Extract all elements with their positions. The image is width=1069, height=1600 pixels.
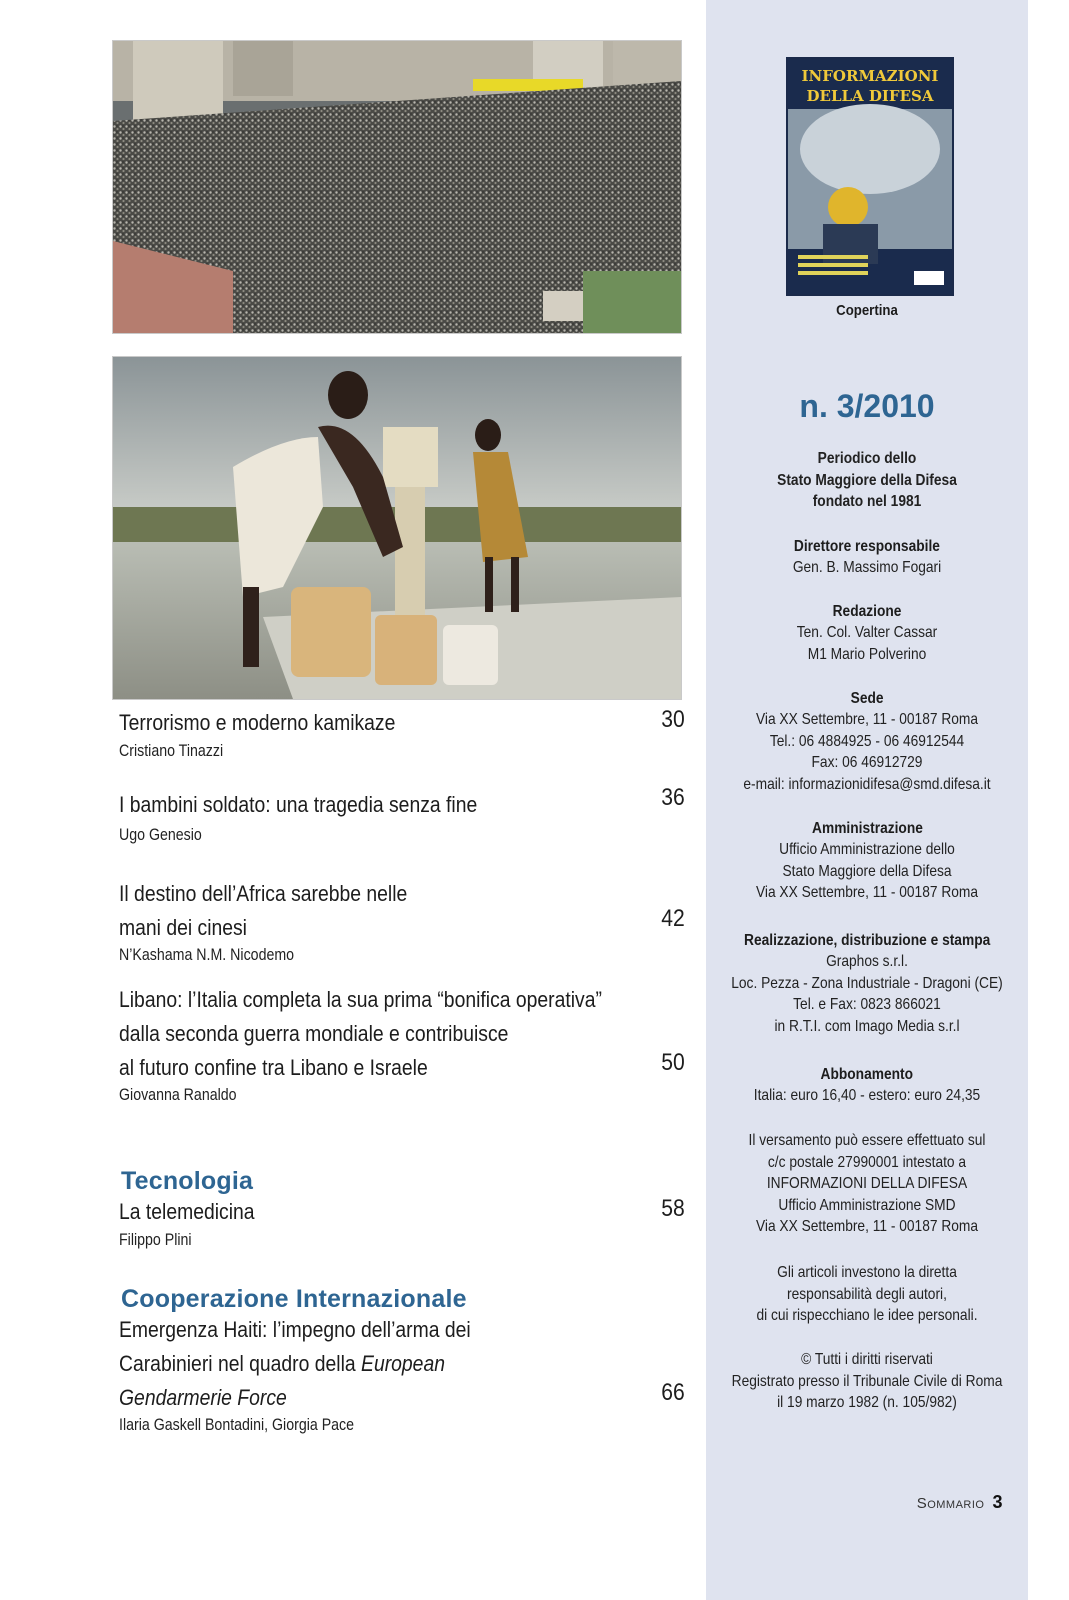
crowd-photo (112, 40, 682, 334)
block-line: Via XX Settembre, 11 - 00187 Roma (755, 884, 979, 901)
toc-title (119, 1347, 601, 1381)
masthead-block (706, 930, 1028, 1037)
masthead-block (706, 1130, 1028, 1238)
toc-page-number: 30 (661, 706, 685, 733)
publication-line: Periodico dello (817, 450, 917, 467)
block-line: responsabilità degli autori, (787, 1285, 947, 1303)
cover-title-line1: INFORMAZIONI (801, 67, 939, 85)
block-heading: Abbonamento (820, 1066, 914, 1083)
toc-entry[interactable] (119, 706, 685, 762)
toc-page-number: 58 (661, 1195, 685, 1222)
toc-title (119, 1381, 601, 1415)
toc-entry[interactable] (119, 1313, 685, 1436)
toc-author: Ugo Genesio (119, 826, 202, 844)
block-line: Il versamento può essere effettuato sul (748, 1132, 986, 1149)
toc-page-number: 36 (661, 784, 685, 811)
block-heading: Direttore responsabile (793, 538, 941, 555)
toc-title-part: Carabinieri nel quadro della (119, 1351, 356, 1376)
block-line: Tel. e Fax: 0823 866021 (793, 996, 941, 1013)
masthead-block (706, 1064, 1028, 1107)
toc-title: Il destino dell’Africa sarebbe nelle (119, 881, 408, 906)
block-line: INFORMAZIONI DELLA DIFESA (766, 1175, 968, 1192)
block-line: Via XX Settembre, 11 - 00187 Roma (755, 1218, 979, 1235)
block-heading: Sede (850, 690, 884, 707)
toc-entry[interactable] (119, 1195, 685, 1251)
toc-title-italic: European (361, 1351, 445, 1376)
block-line: il 19 marzo 1982 (n. 105/982) (777, 1394, 957, 1411)
masthead-block (706, 448, 1028, 513)
block-heading: Amministrazione (811, 820, 923, 837)
toc-title: dalla seconda guerra mondiale e contribuisce (119, 1021, 509, 1046)
block-line: Ufficio Amministrazione SMD (778, 1196, 956, 1214)
block-line: © Tutti i diritti riservati (801, 1351, 933, 1368)
block-line: Italia: euro 16,40 - estero: euro 24,35 (753, 1087, 981, 1104)
masthead-block (706, 1349, 1028, 1414)
toc-author: Ilaria Gaskell Bontadini, Giorgia Pace (119, 1416, 355, 1434)
block-line: Loc. Pezza - Zona Industriale - Dragoni (CE) (731, 974, 1003, 992)
masthead-block (706, 688, 1028, 795)
email-link[interactable]: e-mail: informazionidifesa@smd.difesa.it (743, 775, 991, 793)
toc-page-number: 50 (661, 1049, 685, 1076)
block-line: Fax: 06 46912729 (811, 754, 923, 771)
toc-entry[interactable] (119, 983, 685, 1106)
children-water-pump-photo (112, 356, 682, 700)
block-line: Ten. Col. Valter Cassar (796, 624, 938, 641)
block-line: Gen. B. Massimo Fogari (792, 559, 942, 576)
masthead-block (706, 818, 1028, 904)
toc-title: mani dei cinesi (119, 915, 247, 940)
toc-author: Cristiano Tinazzi (119, 742, 224, 760)
toc-title: La telemedicina (119, 1199, 255, 1224)
masthead-block (706, 601, 1028, 665)
masthead-block (706, 536, 1028, 579)
block-line: in R.T.I. com Imago Media s.r.l (774, 1017, 960, 1035)
toc-title: Emergenza Haiti: l’impegno dell’arma dei (119, 1317, 471, 1342)
toc-page-number: 66 (661, 1379, 685, 1406)
magazine-cover-image (786, 57, 954, 296)
toc-page-number: 42 (661, 905, 685, 932)
block-heading: Realizzazione, distribuzione e stampa (743, 932, 991, 949)
publication-line: Stato Maggiore della Difesa (777, 471, 957, 489)
toc-entry[interactable] (119, 877, 685, 966)
toc-title: al futuro confine tra Libano e Israele (119, 1055, 428, 1080)
toc-author: N’Kashama N.M. Nicodemo (119, 946, 295, 964)
masthead-block (706, 1262, 1028, 1327)
issue-number: n. 3/2010 (799, 388, 935, 424)
toc-title: Libano: l’Italia completa la sua prima “bonifica operativa” (119, 987, 602, 1012)
footer-page-number: 3 (992, 1492, 1003, 1512)
block-line: Gli articoli investono la diretta (777, 1264, 957, 1281)
block-line: c/c postale 27990001 intestato a (767, 1153, 967, 1171)
toc-author: Filippo Plini (119, 1231, 192, 1249)
cover-title-line2: DELLA DIFESA (806, 87, 934, 105)
block-line: Stato Maggiore della Difesa (782, 862, 952, 880)
block-line: Ufficio Amministrazione dello (779, 841, 955, 858)
section-heading-tecnologia: Tecnologia (121, 1167, 254, 1195)
publication-line: fondato nel 1981 (812, 493, 922, 510)
section-heading-cooperazione: Cooperazione Internazionale (121, 1285, 467, 1313)
block-heading: Redazione (832, 603, 902, 620)
toc-title: I bambini soldato: una tragedia senza fine (119, 792, 478, 817)
toc-entry[interactable] (119, 784, 685, 846)
toc-author: Giovanna Ranaldo (119, 1086, 237, 1104)
block-line: Registrato presso il Tribunale Civile di Roma (731, 1372, 1003, 1390)
block-line: di cui rispecchiano le idee personali. (756, 1307, 978, 1324)
toc-title-italic: Gendarmerie Force (119, 1385, 287, 1410)
page-footer (917, 1492, 1003, 1513)
cover-caption: Copertina (836, 302, 898, 319)
block-line: Tel.: 06 4884925 - 06 46912544 (769, 732, 965, 750)
footer-label: Sommario (916, 1495, 985, 1512)
block-line: Graphos s.r.l. (826, 953, 908, 970)
toc-title: Terrorismo e moderno kamikaze (119, 710, 396, 735)
block-line: Via XX Settembre, 11 - 00187 Roma (755, 711, 979, 728)
block-line: M1 Mario Polverino (807, 645, 927, 663)
